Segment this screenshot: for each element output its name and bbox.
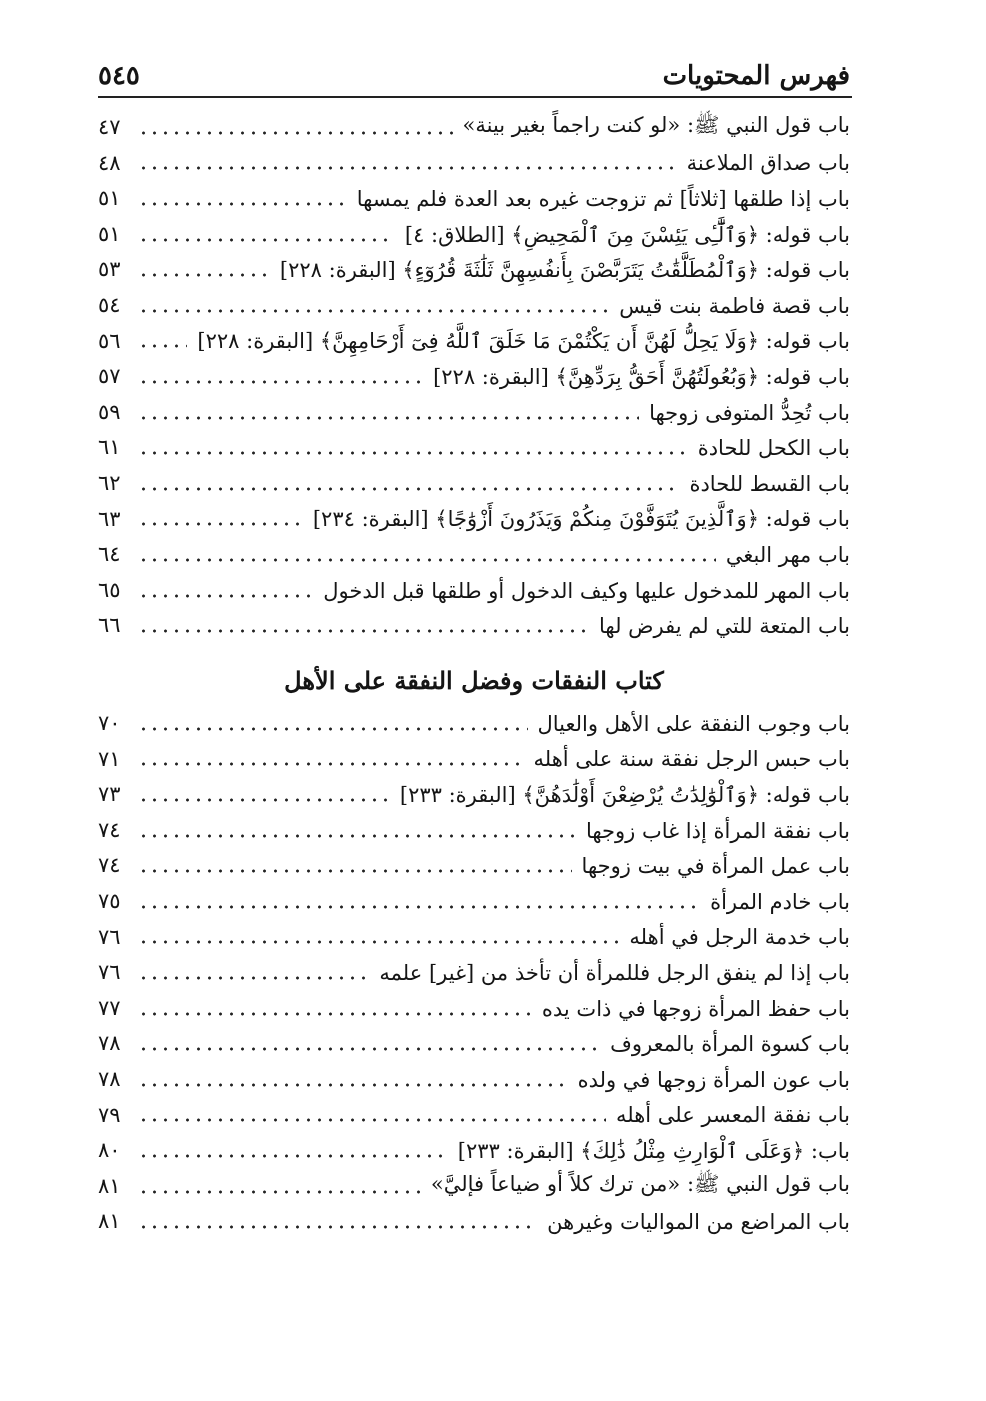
dot-leader — [138, 415, 639, 421]
entry-page-number: ٦٥ — [98, 577, 121, 602]
toc-entry — [98, 991, 850, 1027]
entry-title: باب نفقة المرأة إذا غاب زوجها — [585, 818, 850, 843]
entry-page-number: ٨١ — [98, 1173, 121, 1198]
entry-title: باب صداق الملاعنة — [686, 151, 850, 176]
toc-entry — [98, 537, 850, 573]
toc-entry — [98, 848, 850, 884]
entry-page-number: ٧٤ — [98, 853, 121, 878]
entry-title: باب: ﴿وَعَلَى ٱلْوَارِثِ مِثْلُ ذَٰلِكَ﴾ [البقرة: ٢٣٣] — [457, 1138, 850, 1163]
dot-leader — [138, 343, 187, 349]
entry-title: باب المراضع من المواليات وغيرهن — [547, 1210, 850, 1235]
entry-page-number: ٨١ — [98, 1209, 121, 1234]
entry-page-number: ٧٤ — [98, 817, 121, 842]
entry-page-number: ٥٣ — [98, 257, 121, 282]
toc-entry — [98, 288, 850, 324]
entry-title: باب قصة فاطمة بنت قيس — [619, 293, 850, 318]
entry-title: باب وجوب النفقة على الأهل والعيال — [537, 711, 850, 736]
entry-page-number: ٧٣ — [98, 782, 121, 807]
header-rule — [98, 96, 852, 98]
dot-leader — [138, 1082, 568, 1088]
dot-leader — [138, 557, 716, 563]
entry-page-number: ٧٨ — [98, 1031, 121, 1056]
entry-page-number: ٥٧ — [98, 364, 121, 389]
toc-entry — [98, 181, 850, 217]
toc-entry — [98, 466, 850, 502]
entry-title: باب قوله: ﴿وَٱلَّذِينَ يُتَوَفَّوْنَ مِنكُمْ وَيَذَرُونَ أَزْوَٰجًا﴾ [البقرة: ٢٣٤] — [312, 507, 850, 532]
dot-leader — [138, 1189, 421, 1195]
dot-leader — [138, 726, 528, 732]
entry-title: باب قوله: ﴿وَبُعُولَتُهُنَّ أَحَقُّ بِرَدِّهِنَّ﴾ [البقرة: ٢٢٨] — [433, 364, 850, 389]
entry-page-number: ٤٨ — [98, 150, 121, 175]
dot-leader — [138, 130, 453, 136]
dot-leader — [138, 379, 423, 385]
toc-entry — [98, 502, 850, 538]
toc-entry — [98, 608, 850, 644]
entry-page-number: ٧٦ — [98, 924, 121, 949]
entry-page-number: ٧٩ — [98, 1102, 121, 1127]
entry-page-number: ٦٤ — [98, 542, 121, 567]
entry-page-number: ٥٩ — [98, 399, 121, 424]
entry-title: باب إذا لم ينفق الرجل فللمرأة أن تأخذ من [غير] علمه — [379, 960, 850, 985]
toc-entry — [98, 146, 850, 182]
dot-leader — [138, 904, 700, 910]
entry-page-number: ٧٥ — [98, 888, 121, 913]
entry-title: باب قول النبي ﷺ: «لو كنت راجماً بغير بينة» — [462, 113, 850, 138]
dot-leader — [138, 1011, 532, 1017]
dot-leader — [138, 1153, 448, 1159]
entry-page-number: ٨٠ — [98, 1138, 121, 1163]
entry-page-number: ٧٠ — [98, 711, 121, 735]
entry-page-number: ٥١ — [98, 186, 121, 211]
dot-leader — [138, 939, 619, 945]
dot-leader — [138, 237, 395, 243]
entry-page-number: ٦١ — [98, 435, 121, 460]
entry-title: باب قول النبي ﷺ: «من ترك كلاً أو ضياعاً فإليَّ» — [430, 1172, 850, 1197]
toc-entry — [98, 955, 850, 991]
entry-title: باب حفظ المرأة زوجها في ذات يده — [541, 996, 850, 1021]
entry-title: باب قوله: ﴿وَٱلْوَٰلِدَٰتُ يُرْضِعْنَ أَوْلَٰدَهُنَّ﴾ [البقرة: ٢٣٣] — [399, 782, 850, 807]
entry-page-number: ٥١ — [98, 221, 121, 246]
dot-leader — [138, 521, 303, 527]
entry-title: باب كسوة المرأة بالمعروف — [610, 1032, 850, 1057]
toc-entry — [98, 252, 850, 288]
dot-leader — [138, 486, 679, 492]
toc-entry — [98, 1133, 850, 1169]
entry-title: باب قوله: ﴿وَٱلْمُطَلَّقَٰتُ يَتَرَبَّصْنَ بِأَنفُسِهِنَّ ثَلَٰثَةَ قُرُوٓءٍ﴾ [البقرة: ٢٢٨] — [279, 258, 850, 283]
dot-leader — [138, 761, 523, 767]
toc-entry — [98, 324, 850, 360]
dot-leader — [138, 308, 609, 314]
toc-entry — [98, 706, 850, 742]
dot-leader — [138, 165, 677, 171]
dot-leader — [138, 450, 688, 456]
entry-page-number: ٧١ — [98, 746, 121, 771]
entry-title: باب عمل المرأة في بيت زوجها — [581, 854, 850, 879]
toc-entry — [98, 217, 850, 253]
entry-page-number: ٧٧ — [98, 995, 121, 1020]
toc-entry — [98, 395, 850, 431]
entry-title: باب عون المرأة زوجها في ولده — [577, 1067, 850, 1092]
entry-page-number: ٥٦ — [98, 328, 121, 353]
toc-entry — [98, 1062, 850, 1098]
toc-entry — [98, 359, 850, 395]
toc-entry — [98, 430, 850, 466]
toc-entry — [98, 573, 850, 609]
entry-title: باب خادم المرأة — [710, 889, 850, 914]
entry-title: باب إذا طلقها [ثلاثاً] ثم تزوجت غيره بعد العدة فلم يمسها — [356, 186, 850, 211]
entry-title: باب المهر للمدخول عليها وكيف الدخول أو طلقها قبل الدخول — [323, 578, 850, 603]
page-number: ٥٤٥ — [98, 61, 140, 91]
entry-title: باب مهر البغي — [725, 542, 850, 567]
toc-entry — [98, 920, 850, 956]
section-heading: كتاب النفقات وفضل النفقة على الأهل — [284, 666, 664, 695]
toc-list-part1 — [98, 110, 850, 644]
dot-leader — [138, 833, 576, 839]
dot-leader — [138, 1117, 606, 1123]
entry-page-number: ٧٦ — [98, 960, 121, 985]
toc-entry — [98, 1098, 850, 1134]
entry-title: باب نفقة المعسر على أهله — [616, 1103, 850, 1128]
dot-leader — [138, 797, 390, 803]
dot-leader — [138, 868, 572, 874]
dot-leader — [138, 272, 270, 278]
entry-page-number: ٦٦ — [98, 613, 121, 638]
toc-entry — [98, 884, 850, 920]
entry-title: باب حبس الرجل نفقة سنة على أهله — [533, 747, 850, 772]
entry-page-number: ٦٣ — [98, 506, 121, 531]
dot-leader — [138, 628, 589, 634]
toc-entry — [98, 1204, 850, 1240]
entry-page-number: ٤٧ — [98, 115, 121, 139]
entry-page-number: ٧٨ — [98, 1066, 121, 1091]
toc-entry — [98, 777, 850, 813]
entry-title: باب المتعة للتي لم يفرض لها — [599, 614, 850, 639]
dot-leader — [138, 593, 313, 599]
entry-page-number: ٥٤ — [98, 292, 121, 317]
toc-entry — [98, 1169, 850, 1205]
dot-leader — [138, 201, 347, 207]
entry-page-number: ٦٢ — [98, 470, 121, 495]
toc-entry — [98, 742, 850, 778]
entry-title: باب خدمة الرجل في أهله — [629, 925, 850, 950]
entry-title: باب الكحل للحادة — [697, 436, 850, 461]
dot-leader — [138, 975, 369, 981]
running-title: فهرس المحتويات — [662, 61, 850, 91]
dot-leader — [138, 1046, 600, 1052]
entry-title: باب القسط للحادة — [689, 471, 850, 496]
toc-entry — [98, 1026, 850, 1062]
toc-entry — [98, 110, 850, 146]
dot-leader — [138, 1224, 537, 1230]
toc-entry — [98, 813, 850, 849]
entry-title: باب تُحِدُّ المتوفى زوجها — [649, 400, 850, 425]
toc-list-part2 — [98, 706, 850, 1240]
page-header — [98, 58, 850, 94]
entry-title: باب قوله: ﴿وَٱلَّٰٓـِٔى يَئِسْنَ مِنَ ٱلْمَحِيضِ﴾ [الطلاق: ٤] — [404, 222, 850, 247]
entry-title: باب قوله: ﴿وَلَا يَحِلُّ لَهُنَّ أَن يَكْتُمْنَ مَا خَلَقَ ٱللَّهُ فِىٓ أَرْحَامِهِنَّ﴾ [البقرة: ٢٢٨] — [197, 329, 850, 354]
